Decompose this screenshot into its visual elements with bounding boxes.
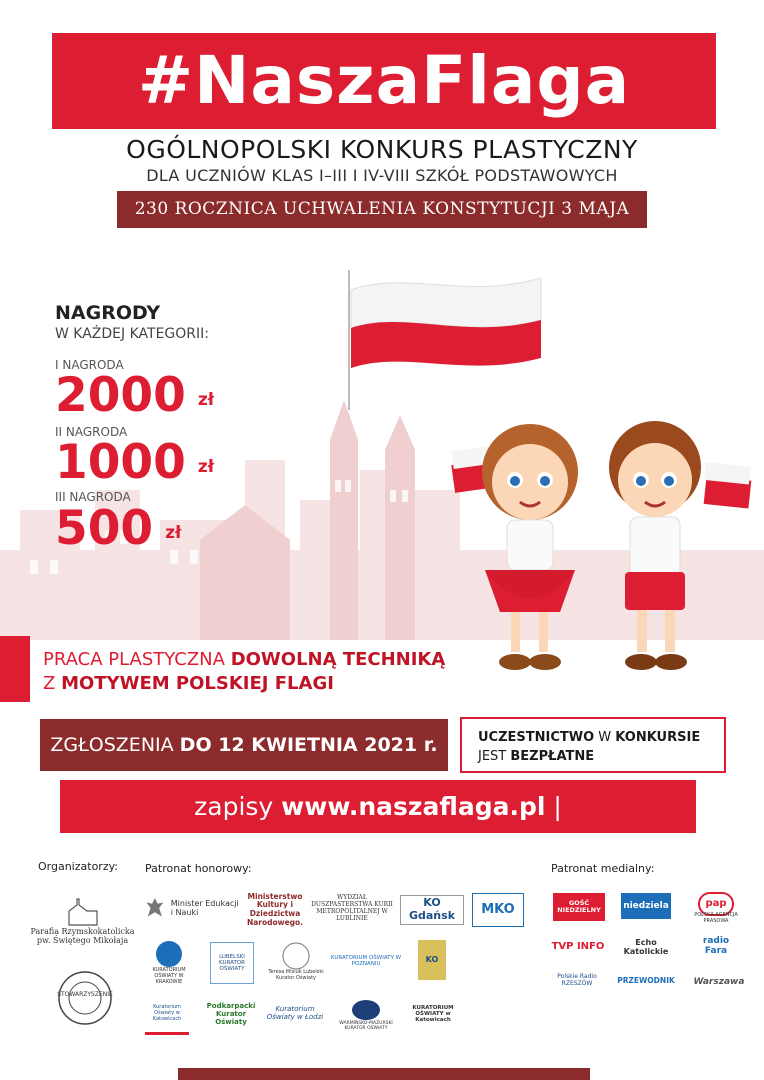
prize-rank-1: I NAGRODA (55, 358, 124, 372)
ko-poznan-logo: KURATORIUM OŚWIATY W POZNANIU (330, 954, 402, 967)
minister-education-logo: Minister Edukacji i Nauki (145, 888, 240, 928)
contact-banner: zapisy www.naszaflaga.pl | kontakt@naszaflaga.pl (60, 780, 696, 833)
warminsko-mazurski-logo: WARMIŃSKO-MAZURSKI KURATOR OŚWIATY (338, 994, 394, 1036)
tvp-info-logo: TVP INFO (551, 941, 605, 953)
ko-katowice-logo: KURATORIUM OŚWIATY w Katowicach (412, 1004, 454, 1024)
gosc-niedzielny-logo: GOŚĆ NIEDZIELNY (553, 893, 605, 921)
free-participation-box: UCZESTNICTWO W KONKURSIE JEST BEZPŁATNE (460, 717, 726, 773)
hashtag-title: #NaszaFlaga (52, 33, 716, 129)
prize-rank-2: II NAGRODA (55, 425, 128, 439)
teresa-misiuk-logo: Teresa Misiuk Lubelski Kurator Oświaty (266, 938, 326, 986)
pap-caption: POLSKA AGENCJA PRASOWA (694, 912, 738, 924)
parish-logo: Parafia Rzymskokatolicka pw. Świętego Mikołaja (25, 885, 140, 957)
ko-shield-logo: KO (418, 940, 446, 980)
polskie-radio-rzeszow-logo: Polskie Radio RZESZÓW (557, 973, 597, 987)
prizes-heading: NAGRODY (55, 302, 161, 324)
echo-katolickie-logo: Echo Katolickie (623, 937, 669, 956)
pap-logo: pap (698, 892, 734, 916)
accent-tab (0, 636, 30, 702)
ministry-culture-logo: Ministerstwo Kultury i Dziedzictwa Narodowego. (246, 891, 304, 927)
polish-flag-illustration (345, 270, 545, 410)
children-with-flags-illustration (445, 412, 755, 684)
prize-amount-1: 2000 zł (55, 368, 215, 423)
lubelski-kurator-logo: LUBELSKI KURATOR OŚWIATY (210, 942, 254, 984)
deadline-banner: ZGŁOSZENIA DO 12 KWIETNIA 2021 r. (40, 719, 448, 771)
church-icon (65, 897, 101, 927)
association-logo: STOWARZYSZENIE (50, 968, 120, 1028)
media-label: Patronat medialny: (551, 862, 655, 875)
pastoral-department-logo: WYDZIAŁ DUSZPASTERSTWA KURII METROPOLITALNEJ W LUBLINIE (311, 894, 393, 922)
przewodnik-logo: PRZEWODNIK (617, 975, 675, 985)
technique-text: PRACA PLASTYCZNA DOWOLNĄ TECHNIKĄ Z MOTYWEM POLSKIEJ FLAGI (43, 649, 446, 694)
contest-audience: DLA UCZNIÓW KLAS I–III I IV-VIII SZKÓŁ PODSTAWOWYCH (146, 166, 618, 185)
prize-rank-3: III NAGRODA (55, 490, 131, 504)
contest-title: OGÓLNOPOLSKI KONKURS PLASTYCZNY (126, 135, 638, 164)
niedziela-logo: niedziela (621, 893, 671, 919)
footer-bar (178, 1068, 590, 1080)
anniversary-banner: 230 ROCZNICA UCHWALENIA KONSTYTUCJI 3 MAJA (117, 191, 647, 228)
website-link[interactable]: www.naszaflaga.pl (281, 792, 546, 821)
prizes-subheading: W KAŻDEJ KATEGORII: (55, 326, 209, 342)
ko-katowice-book-logo: Kuratorium Oświaty w Katowicach (145, 996, 189, 1035)
prize-amount-2: 1000 zł (55, 435, 215, 490)
eagle-emblem-icon (145, 892, 165, 924)
warszawa-logo: Warszawa (693, 976, 745, 987)
organizers-label: Organizatorzy: (38, 860, 119, 873)
ko-lodz-logo: Kuratorium Oświaty w Łodzi (266, 1004, 324, 1021)
prize-amount-3: 500 zł (55, 501, 182, 556)
mko-logo: MKO (472, 893, 524, 927)
honorary-label: Patronat honorowy: (145, 862, 252, 875)
ko-gdansk-logo: KO Gdańsk (400, 895, 464, 925)
radio-fara-logo: radio Fara (702, 935, 730, 956)
podkarpacki-kurator-logo: Podkarpacki Kurator Oświaty (206, 1001, 256, 1027)
email-link[interactable]: kontakt@naszaflaga.pl (235, 845, 521, 874)
ko-krakow-logo: KURATORIUM OŚWIATY W KRAKOWIE (145, 940, 193, 986)
